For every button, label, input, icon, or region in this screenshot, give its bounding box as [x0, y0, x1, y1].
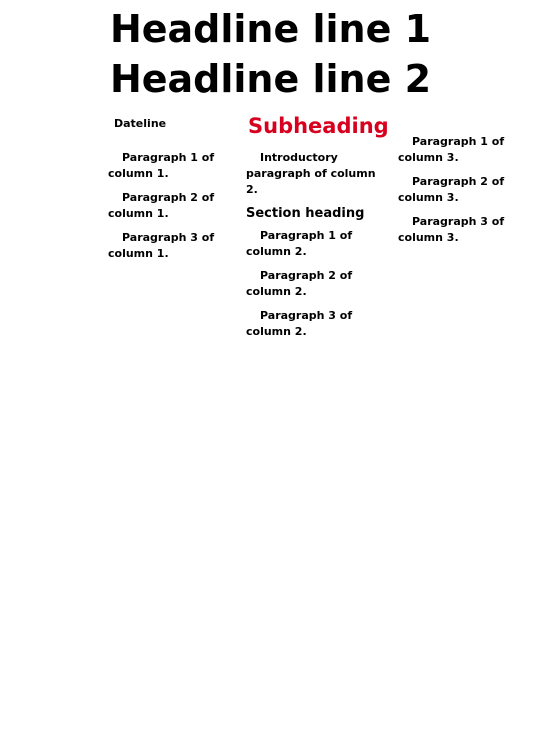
subheading: Subheading	[248, 114, 389, 138]
left-margin-blank	[0, 116, 104, 724]
headline-line-2: Headline line 2	[109, 57, 432, 101]
col2-intro-paragraph: Introductory paragraph of column 2.	[246, 151, 376, 196]
col3-paragraph-2: Paragraph 2 of column 3.	[398, 175, 505, 204]
col1-paragraph-3: Paragraph 3 of column 1.	[108, 231, 215, 260]
col2-paragraph-1: Paragraph 1 of column 2.	[246, 229, 353, 258]
col2-paragraph-3: Paragraph 3 of column 2.	[246, 309, 353, 338]
col3-paragraph-1: Paragraph 1 of column 3.	[398, 135, 505, 164]
article-column-3	[398, 134, 539, 722]
article-column-1	[108, 134, 238, 722]
col3-paragraph-3: Paragraph 3 of column 3.	[398, 215, 505, 244]
col1-paragraph-1: Paragraph 1 of column 1.	[108, 151, 215, 180]
col2-paragraph-2: Paragraph 2 of column 2.	[246, 269, 353, 298]
col2-section-heading: Section heading	[246, 206, 365, 221]
article-column-2	[246, 150, 390, 738]
dateline: Dateline	[114, 117, 167, 130]
headline-line-1: Headline line 1	[109, 7, 432, 51]
col1-paragraph-2: Paragraph 2 of column 1.	[108, 191, 215, 220]
